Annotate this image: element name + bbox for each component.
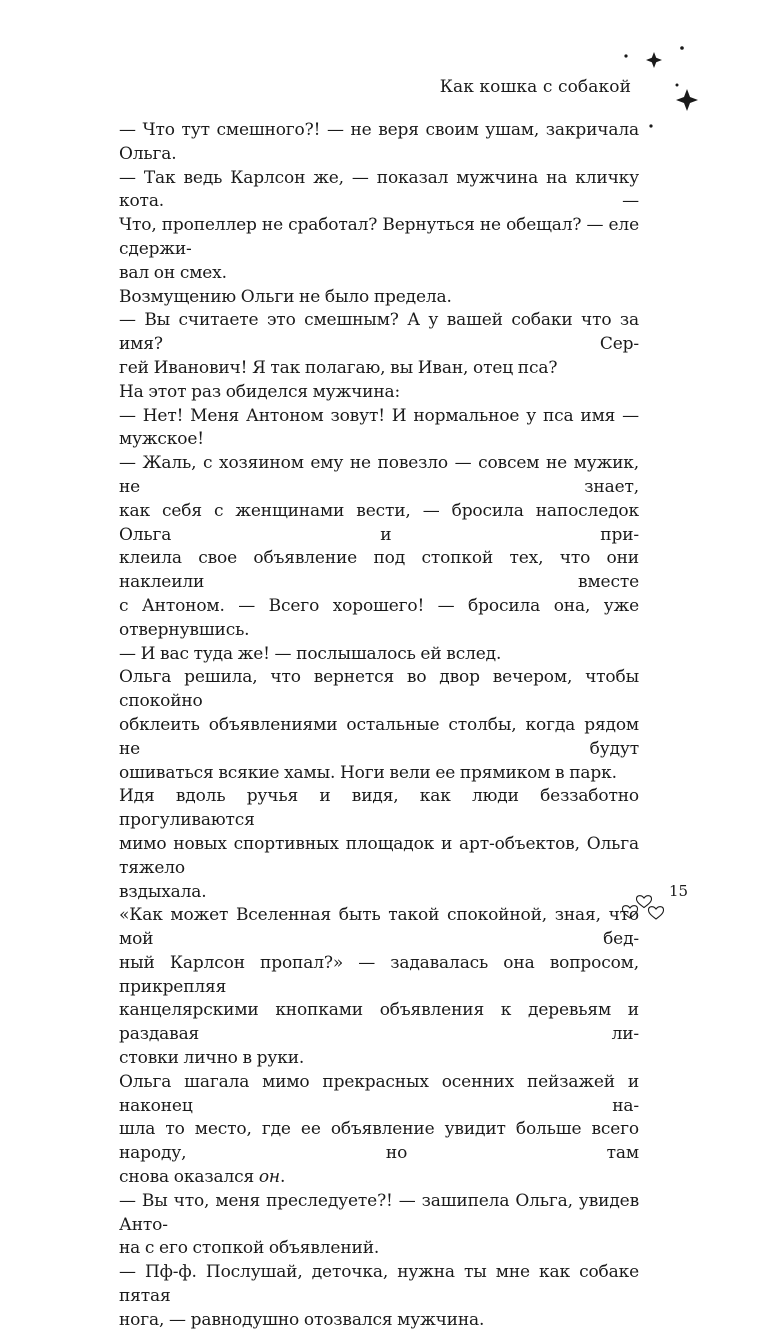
text-line: [119, 1166, 639, 1190]
text-line: с Антоном. — Всего хорошего! — бросила она, уже отвернувшись.: [119, 595, 639, 640]
text-line: — Так ведь Карлсон же, — показал мужчина на кличку кота. —: [119, 167, 639, 212]
text-fragment: снова оказался: [119, 1167, 259, 1188]
text-line: — И вас туда же! — послышалось ей вслед.: [119, 643, 502, 664]
paragraph: [119, 452, 639, 642]
paragraph: [119, 1190, 639, 1261]
page-number: 15: [669, 882, 689, 900]
text-line: нога, — равнодушно отозвался мужчина.: [119, 1309, 485, 1330]
paragraph: [119, 286, 639, 310]
paragraph: [119, 309, 639, 380]
text-line: «Как может Вселенная быть такой спокойной, зная, что мой бед-: [119, 905, 639, 950]
text-line: вздыхала.: [119, 881, 207, 902]
text-line: — Пф-ф. Послушай, деточка, нужна ты мне как собаке пятая: [119, 1262, 639, 1307]
italic-word: он: [258, 1167, 280, 1188]
paragraph: [119, 119, 639, 167]
text-line: — Что тут смешного?! — не веря своим ушам, закричала Ольга.: [119, 120, 639, 164]
text-line: Ольга шагала мимо прекрасных осенних пейзажей и наконец на-: [119, 1071, 639, 1116]
hearts-outline-icon: [618, 888, 670, 924]
paragraph: [119, 1261, 639, 1332]
text-line: обклеить объявлениями остальные столбы, когда рядом не будут: [119, 714, 639, 759]
body-text: [119, 119, 639, 1333]
text-line: мимо новых спортивных площадок и арт-объектов, Ольга тяжело: [119, 833, 639, 878]
text-line: Идя вдоль ручья и видя, как люди беззаботно прогуливаются: [119, 786, 639, 831]
text-line: канцелярскими кнопками объявления к деревьям и раздавая ли-: [119, 1000, 639, 1045]
paragraph: [119, 167, 639, 286]
text-line: вал он смех.: [119, 262, 227, 283]
text-line: ошиваться всякие хамы. Ноги вели ее прямиком в парк.: [119, 762, 617, 783]
paragraph: [119, 405, 639, 453]
text-line: — Нет! Меня Антоном зовут! И нормальное у пса имя — мужское!: [119, 405, 639, 450]
text-line: — Жаль, с хозяином ему не повезло — совсем не мужик, не знает,: [119, 453, 639, 497]
text-fragment: .: [279, 1167, 286, 1188]
running-head: Как кошка с собакой: [439, 77, 631, 97]
text-line: Возмущению Ольги не было предела.: [119, 286, 452, 307]
text-line: Ольга решила, что вернется во двор вечером, чтобы спокойно: [119, 667, 639, 712]
paragraph: [119, 381, 639, 405]
text-line: гей Иванович! Я так полагаю, вы Иван, отец пса?: [119, 357, 558, 378]
text-line: шла то место, где ее объявление увидит больше всего народу, но там: [119, 1119, 639, 1164]
text-line: На этот раз обиделся мужчина:: [119, 381, 401, 402]
text-line: клеила свое объявление под стопкой тех, что они наклеили вместе: [119, 548, 639, 593]
paragraph: [119, 785, 639, 904]
text-line: — Вы считаете это смешным? А у вашей собаки что за имя? Сер-: [119, 310, 639, 355]
paragraph: [119, 666, 639, 785]
text-line: Что, пропеллер не сработал? Вернуться не обещал? — еле сдержи-: [119, 215, 639, 259]
text-line: стовки лично в руки.: [119, 1048, 305, 1069]
text-line: — Вы что, меня преследуете?! — зашипела Ольга, увидев Анто-: [119, 1190, 639, 1235]
paragraph: [119, 904, 639, 1071]
paragraph: [119, 1071, 639, 1190]
text-line: на с его стопкой объявлений.: [119, 1238, 380, 1259]
paragraph: [119, 643, 639, 667]
text-line: как себя с женщинами вести, — бросила напоследок Ольга и при-: [119, 500, 639, 545]
text-line: ный Карлсон пропал?» — задавалась она вопросом, прикрепляя: [119, 952, 639, 997]
